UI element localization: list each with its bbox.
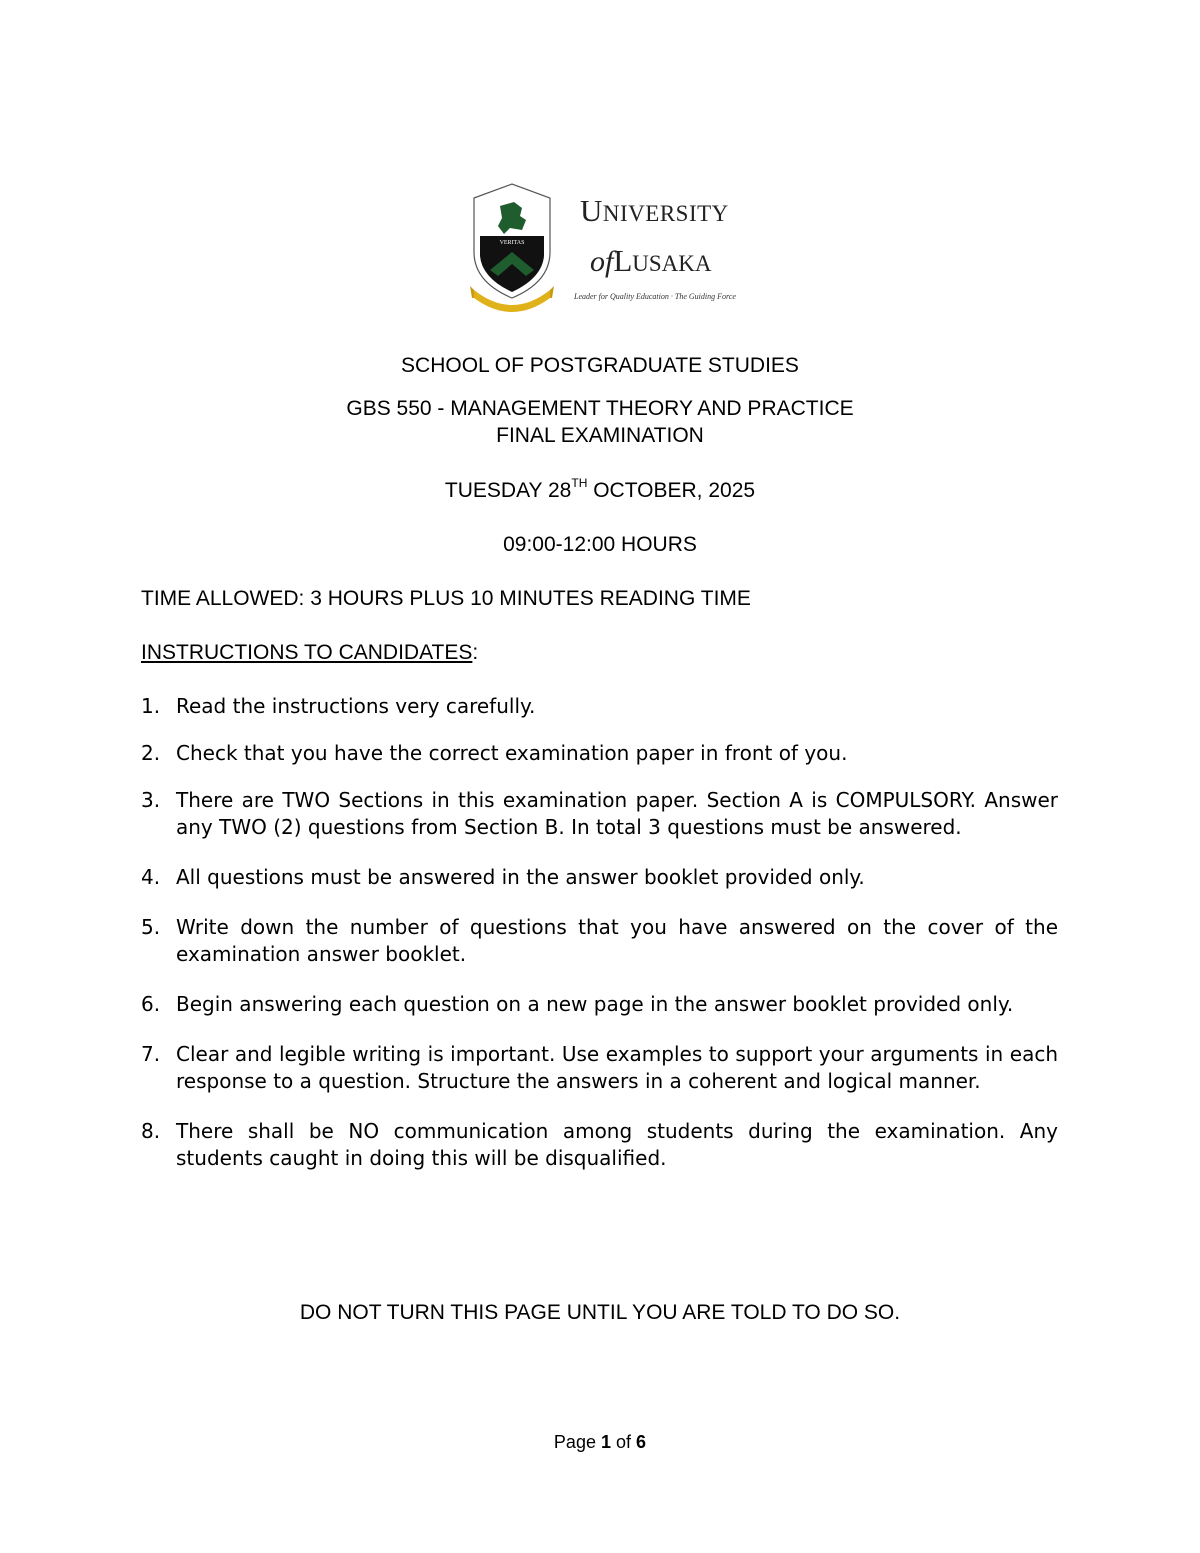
exam-hours: 09:00-12:00 HOURS: [503, 533, 697, 556]
instruction-item: 7. Clear and legible writing is important. Use examples to support your arguments in each response to a question. Structure the answers in a coherent and logical manner.: [141, 1042, 1058, 1093]
crest-banner-text: VERITAS: [499, 240, 525, 246]
instruction-item: 8. There shall be NO communication among students during the examination. Any students caught in doing this will be disqualified.: [141, 1119, 1058, 1170]
university-name-line1: UNIVERSITY: [580, 193, 729, 228]
school-title: SCHOOL OF POSTGRADUATE STUDIES: [401, 354, 799, 377]
instruction-item: 2. Check that you have the correct examination paper in front of you.: [141, 741, 848, 765]
exam-date: TUESDAY 28TH OCTOBER, 2025: [444, 476, 756, 502]
instructions-list: [141, 693, 1058, 1195]
exam-type: FINAL EXAMINATION: [496, 424, 704, 447]
university-crest-icon: [470, 182, 554, 320]
instruction-item: 4. All questions must be answered in the answer booklet provided only.: [141, 865, 865, 889]
page-footer: Page 1 of 6: [553, 1432, 647, 1452]
instruction-item: 5. Write down the number of questions that you have answered on the cover of the examination answer booklet.: [141, 915, 1058, 966]
time-allowed: TIME ALLOWED: 3 HOURS PLUS 10 MINUTES READING TIME: [141, 587, 751, 610]
instruction-item: 1. Read the instructions very carefully.: [141, 694, 536, 718]
course-title: GBS 550 - MANAGEMENT THEORY AND PRACTICE: [346, 397, 854, 420]
instructions-heading: INSTRUCTIONS TO CANDIDATES:: [141, 641, 479, 664]
university-logo: [470, 182, 750, 322]
university-motto: Leader for Quality Education · The Guiding Force: [574, 292, 736, 301]
university-name-line2: ofLUSAKA: [590, 243, 712, 278]
instruction-item: 6. Begin answering each question on a new page in the answer booklet provided only.: [141, 992, 1014, 1016]
closing-notice: DO NOT TURN THIS PAGE UNTIL YOU ARE TOLD TO DO SO.: [299, 1301, 901, 1324]
instruction-item: 3. There are TWO Sections in this examination paper. Section A is COMPULSORY. Answer any TWO (2) questions from Section B. In total 3 questions must be answered.: [141, 788, 1058, 839]
